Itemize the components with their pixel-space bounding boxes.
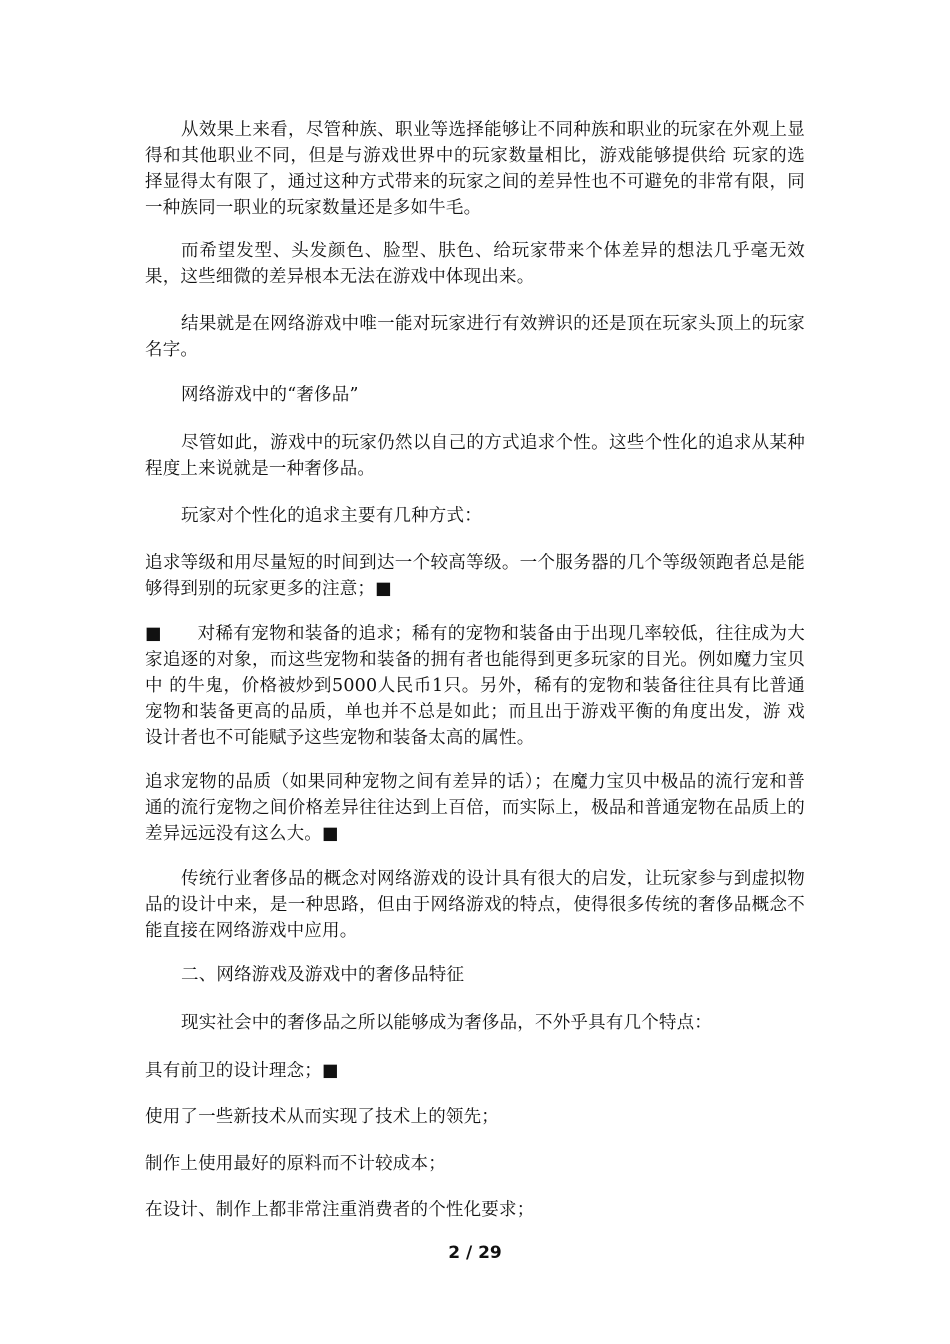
list-item-pet-quality: 追求宠物的品质（如果同种宠物之间有差异的话）；在魔力宝贝中极品的流行宠和普通的流行宠物之间价格差异往往达到上百倍，而实际上，极品和普通宠物在品质上的差异远远没有这么大。■: [145, 772, 805, 844]
page-number: 2 / 29: [448, 1243, 502, 1263]
list-item-new-technology: 使用了一些新技术从而实现了技术上的领先；: [145, 1107, 499, 1127]
list-item-level-pursuit: 追求等级和用尽量短的时间到达一个较高等级。一个服务器的几个等级领跑者总是能够得到别的玩家更多的注意；■: [145, 553, 805, 599]
paragraph-traditional-luxury-concept: 传统行业奢侈品的概念对网络游戏的设计具有很大的启发，让玩家参与到虚拟物品的设计中来，是一种思路，但由于网络游戏的特点，使得很多传统的奢侈品概念不能直接在网络游戏中应用。: [145, 869, 805, 941]
list-item-best-materials: 制作上使用最好的原料而不计较成本；: [145, 1154, 446, 1174]
paragraph-hairstyle-differences: 而希望发型、头发颜色、脸型、肤色、给玩家带来个体差异的想法几乎毫无效果，这些细微的差异根本无法在游戏中体现出来。: [145, 241, 805, 287]
list-item-personalization: 在设计、制作上都非常注重消费者的个性化要求；: [145, 1200, 535, 1220]
section-heading-luxury-features: 二、网络游戏及游戏中的奢侈品特征: [181, 965, 465, 985]
list-item-rare-pets-equipment: ■ 对稀有宠物和装备的追求；稀有的宠物和装备由于出现几率较低，往往成为大家追逐的对象，而这些宠物和装备的拥有者也能得到更多玩家的目光。例如魔力宝贝中 的牛鬼，价格被炒到5000人民币1只。另外，稀有的宠物和装备往往具有比普通宠物和装备更高的品质，单也并不总是如此；而且出于游戏平衡的角度出发，游 戏设计者也不可能赋予这些宠物和装备太高的属性。: [145, 624, 805, 748]
paragraph-pursuit-methods-intro: 玩家对个性化的追求主要有几种方式：: [181, 506, 482, 526]
paragraph-player-names: 结果就是在网络游戏中唯一能对玩家进行有效辨识的还是顶在玩家头顶上的玩家名字。: [145, 314, 805, 360]
paragraph-luxury-features-intro: 现实社会中的奢侈品之所以能够成为奢侈品，不外乎具有几个特点：: [181, 1013, 712, 1033]
paragraph-appearance-choices: 从效果上来看，尽管种族、职业等选择能够让不同种族和职业的玩家在外观上显得和其他职业不同，但是与游戏世界中的玩家数量相比，游戏能够提供给 玩家的选择显得太有限了，通过这种方式带来的玩家之间的差异性也不可避免的非常有限，同一种族同一职业的玩家数量还是多如牛毛。: [145, 120, 805, 218]
paragraph-pursuit-of-individuality: 尽管如此，游戏中的玩家仍然以自己的方式追求个性。这些个性化的追求从某种程度上来说就是一种奢侈品。: [145, 433, 805, 479]
section-heading-luxury-goods: 网络游戏中的“奢侈品”: [181, 385, 359, 405]
list-item-design-concept: 具有前卫的设计理念；■: [145, 1061, 339, 1081]
